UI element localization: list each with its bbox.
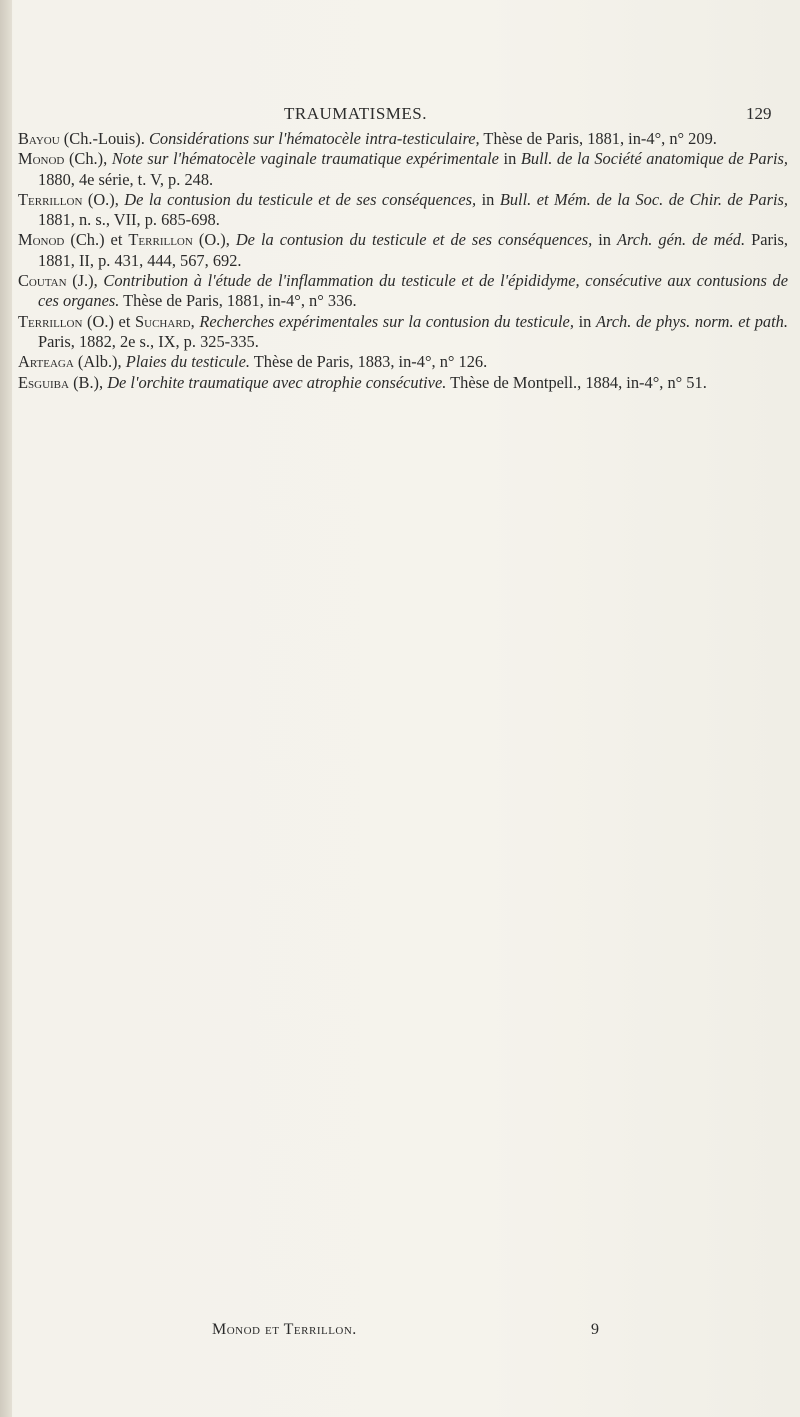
entry-publication: 1880, 4e série, t. V, p. 248. — [38, 169, 214, 189]
printer-signature: Monod et Terrillon. — [212, 1321, 357, 1338]
entry-connector: in — [573, 311, 596, 331]
entry-publication: Thèse de Paris, 1881, in-4°, n° 336. — [119, 291, 357, 311]
entry-connector: in — [498, 149, 521, 169]
entry-author-detail: (J.), — [66, 271, 104, 291]
entry-author: Monod — [18, 230, 65, 250]
entry-journal: Bull. de la Société anatomique de Paris, — [520, 149, 788, 169]
entry-title: Contribution à l'étude de l'inflammation du testicule et de l'épididyme, consécutive aux contusions de ces organes. — [38, 271, 789, 311]
entry-author-detail: (Ch.) et — [64, 230, 129, 250]
entry-author: Monod — [18, 149, 65, 169]
entry-coauthor: Suchard — [135, 311, 191, 331]
bibliography-entry — [18, 149, 788, 190]
entry-author: Arteaga — [18, 352, 74, 372]
bibliography-entry — [18, 352, 788, 372]
entry-coauthor: Terrillon — [128, 230, 193, 250]
entry-author: Coutan — [18, 271, 67, 291]
entry-coauthor-detail: (O.), — [192, 230, 236, 250]
entry-author: Bayou — [18, 129, 60, 148]
entry-coauthor-detail: , — [190, 311, 200, 331]
entry-publication: 1881, n. s., VII, p. 685-698. — [38, 210, 220, 230]
entry-title: Recherches expérimentales sur la contusion du testicule, — [199, 311, 574, 331]
entry-author: Terrillon — [18, 189, 83, 209]
entry-publication: Thèse de Montpell., 1884, in-4°, n° 51. — [446, 372, 707, 392]
bibliography-entry — [18, 271, 788, 312]
page-header — [0, 104, 800, 130]
entry-journal: Bull. et Mém. de la Soc. de Chir. de Paris, — [499, 189, 788, 209]
entry-journal: Arch. gén. de méd. — [617, 230, 746, 250]
bibliography-entry — [18, 129, 788, 149]
entry-publication: Paris, 1882, 2e s., IX, p. 325-335. — [38, 331, 259, 351]
entry-author-detail: (O.) et — [82, 311, 136, 331]
entry-title: De la contusion du testicule et de ses conséquences, — [124, 189, 477, 209]
entry-title: Note sur l'hématocèle vaginale traumatique expérimentale — [111, 149, 499, 169]
entry-publication: Paris, 1881, II, p. 431, 444, 567, 692. — [38, 230, 788, 270]
entry-connector: in — [476, 189, 500, 209]
entry-author-detail: (B.), — [68, 372, 108, 392]
page-spine-shadow — [0, 0, 12, 1417]
running-title: TRAUMATISMES. — [284, 104, 427, 123]
entry-journal: Arch. de phys. norm. et path. — [595, 311, 788, 331]
bibliography-entry — [18, 190, 788, 231]
entry-author: Terrillon — [18, 311, 83, 331]
bibliography-entry — [18, 373, 788, 393]
bibliography-list — [18, 129, 788, 393]
page-footer — [0, 1321, 800, 1345]
entry-publication: Thèse de Paris, 1881, in-4°, n° 209. — [479, 129, 717, 148]
entry-title: Plaies du testicule. — [125, 352, 250, 372]
entry-publication: Thèse de Paris, 1883, in-4°, n° 126. — [249, 352, 488, 372]
signature-number: 9 — [591, 1321, 599, 1338]
entry-title: De l'orchite traumatique avec atrophie consécutive. — [107, 372, 447, 392]
bibliography-entry — [18, 312, 788, 353]
entry-author-detail: (Alb.), — [73, 352, 126, 372]
entry-author-detail: (Ch.), — [64, 149, 112, 169]
entry-author-detail: (O.), — [82, 189, 125, 209]
entry-title: Considérations sur l'hématocèle intra-testiculaire, — [148, 129, 480, 148]
page-number: 129 — [746, 104, 772, 123]
entry-connector: in — [592, 230, 618, 250]
bibliography-entry — [18, 230, 788, 271]
entry-title: De la contusion du testicule et de ses conséquences, — [235, 230, 593, 250]
entry-author-detail: (Ch.-Louis). — [59, 129, 149, 148]
entry-author: Esguiba — [18, 372, 69, 392]
